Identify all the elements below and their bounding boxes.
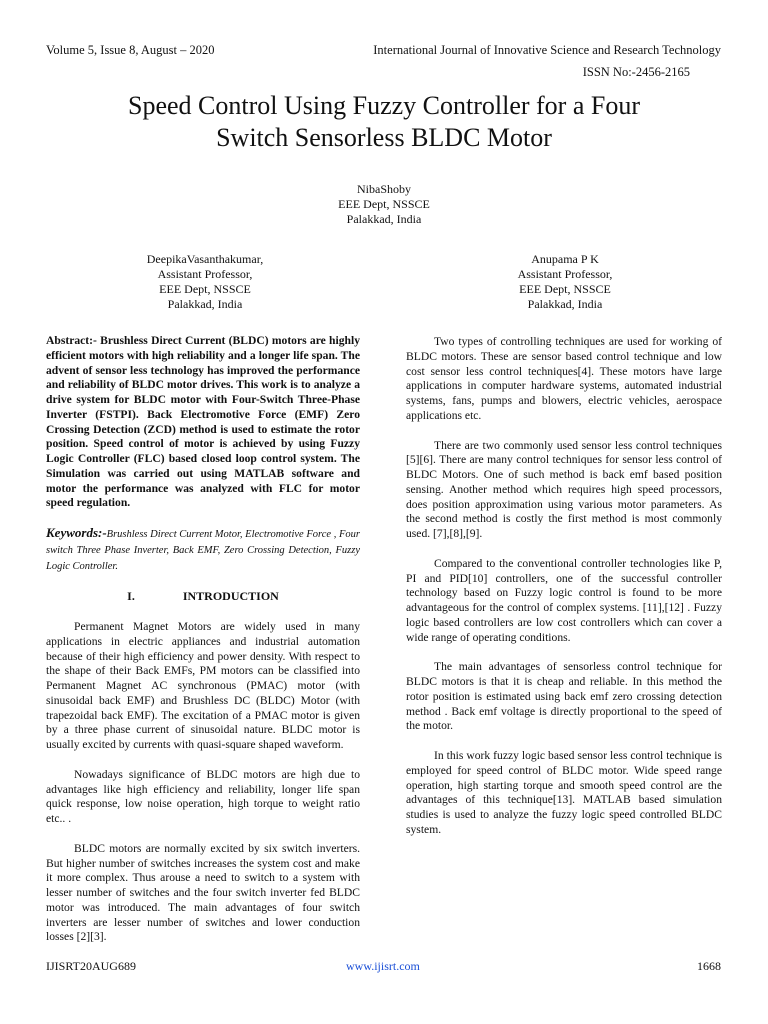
author-dept: EEE Dept, NSSCE: [338, 197, 430, 211]
keywords: [46, 526, 360, 574]
keywords-label: Keywords:-: [46, 525, 107, 540]
journal-url[interactable]: www.ijisrt.com: [346, 959, 420, 973]
keywords-text: Brushless Direct Current Motor, Electromotive Force , Four switch Three Phase Inverter, Back EMF, Zero Crossing Detection, Fuzzy Logic Controller.: [46, 529, 360, 572]
paragraph: Permanent Magnet Motors are widely used in many applications in electric appliances and industrial automation because of their high efficiency and power density. With respect to the shape of their Back EMFs, PM motors can be classified into Permanent Magnet AC synchronous (PMAC) motor (with sinusoidal back EMF) and Brushless DC (BLDC) Motor (with trapezoidal back EMF). The excitation of a PMAC motor is given by a three phase current of sinusoidal nature. BLDC motor is usually excited by currents with quasi-square shaped waveform.: [46, 620, 360, 751]
author-place: Palakkad, India: [167, 297, 243, 311]
author-third: [470, 252, 660, 312]
journal-link[interactable]: [346, 959, 420, 974]
paragraph: Two types of controlling techniques are used for working of BLDC motors. These are sensor based control technique and low cost sensor less control techniques[4]. These motors have large applications in computer hardware systems, automated industrial systems, fans, pumps and blowers, electric vehicles, aerospace applications etc.: [406, 335, 722, 422]
author-name: DeepikaVasanthakumar,: [146, 252, 264, 266]
author-name: Anupama P K: [531, 252, 599, 266]
paragraph: There are two commonly used sensor less control techniques [5][6]. There are many control techniques for sensor less control of BLDC Motors. One of such method is back emf based position sensing. Another method which requires high speed processors, does position approximation using various motor parameters. As the second method is costly the first method is most commonly used. [7],[8],[9].: [406, 438, 722, 540]
title-line-1: Speed Control Using Fuzzy Controller for a Four: [128, 91, 640, 120]
abstract: Abstract:- Brushless Direct Current (BLDC) motors are highly efficient motors with high reliability and a longer life span. The advent of sensor less technology has improved the performance and reliability of BLDC motor drives. This work is to analyze a drive system for BLDC motor with Four-Switch Three-Phase Inverter (FSTPI). Back Electromotive Force (EMF) Zero Crossing Detection (ZCD) method is used to estimate the rotor position. Speed control of motor is achieved by using Fuzzy Logic Controller (FLC) based closed loop control system. The Simulation was carried out using MATLAB software and motor the performance was analyzed with FLC for motor speed regulation.: [46, 334, 360, 510]
author-role: Assistant Professor,: [517, 267, 613, 281]
author-second: [110, 252, 300, 312]
paper-title: [40, 90, 728, 154]
journal-issn: ISSN No:-2456-2165: [582, 65, 690, 79]
author-role: Assistant Professor,: [157, 267, 253, 281]
section-title: INTRODUCTION: [182, 589, 279, 604]
author-name: NibaShoby: [357, 182, 411, 196]
paragraph: The main advantages of sensorless control technique for BLDC motors is that it is cheap and reliable. In this method the rotor position is estimated using back emf zero crossing detection method . Back emf voltage is directly proportional to the speed of the motor.: [406, 660, 722, 733]
journal-volume: Volume 5, Issue 8, August – 2020: [46, 43, 215, 57]
author-first: [284, 182, 484, 227]
paragraph: BLDC motors are normally excited by six switch inverters. But higher number of switches increases the system cost and make it more complex. Thus arouse a need to switch to a system with lesser number of switches and the four switch inverter fed BLDC motor was introduced. The main advantages of four switch inverters are lesser number of switches and lower conduction losses [2][3].: [46, 841, 360, 944]
section-number: I.: [127, 589, 135, 604]
left-column: [46, 334, 360, 960]
author-dept: EEE Dept, NSSCE: [159, 282, 251, 296]
page-number: 1668: [697, 959, 721, 973]
right-column: [406, 335, 722, 853]
paragraph: In this work fuzzy logic based sensor less control technique is employed for speed control of BLDC motor. Wide speed range operation, high starting torque and smooth speed control are the advantages of this technique[13]. MATLAB based simulation studies is used to analyze the fuzzy logic speed controlled BLDC system.: [406, 749, 722, 836]
author-place: Palakkad, India: [527, 297, 603, 311]
author-place: Palakkad, India: [346, 212, 422, 226]
title-line-2: Switch Sensorless BLDC Motor: [216, 123, 552, 152]
journal-name: International Journal of Innovative Science and Research Technology: [373, 43, 721, 57]
author-dept: EEE Dept, NSSCE: [519, 282, 611, 296]
paragraph: Nowadays significance of BLDC motors are high due to advantages like high efficiency and reliability, longer life span quick response, low noise operation, high torque to weight ratio etc.. .: [46, 767, 360, 825]
paragraph: Compared to the conventional controller technologies like P, PI and PID[10] controllers, one of the successful controller technology based on Fuzzy logic control is found to be more advantageous for the control of complex systems. [11],[12] . Fuzzy logic based controllers are low cost controllers which can cover a wide range of operating conditions.: [406, 556, 722, 644]
paper-id: IJISRT20AUG689: [46, 959, 136, 973]
section-heading-introduction: [46, 589, 360, 604]
